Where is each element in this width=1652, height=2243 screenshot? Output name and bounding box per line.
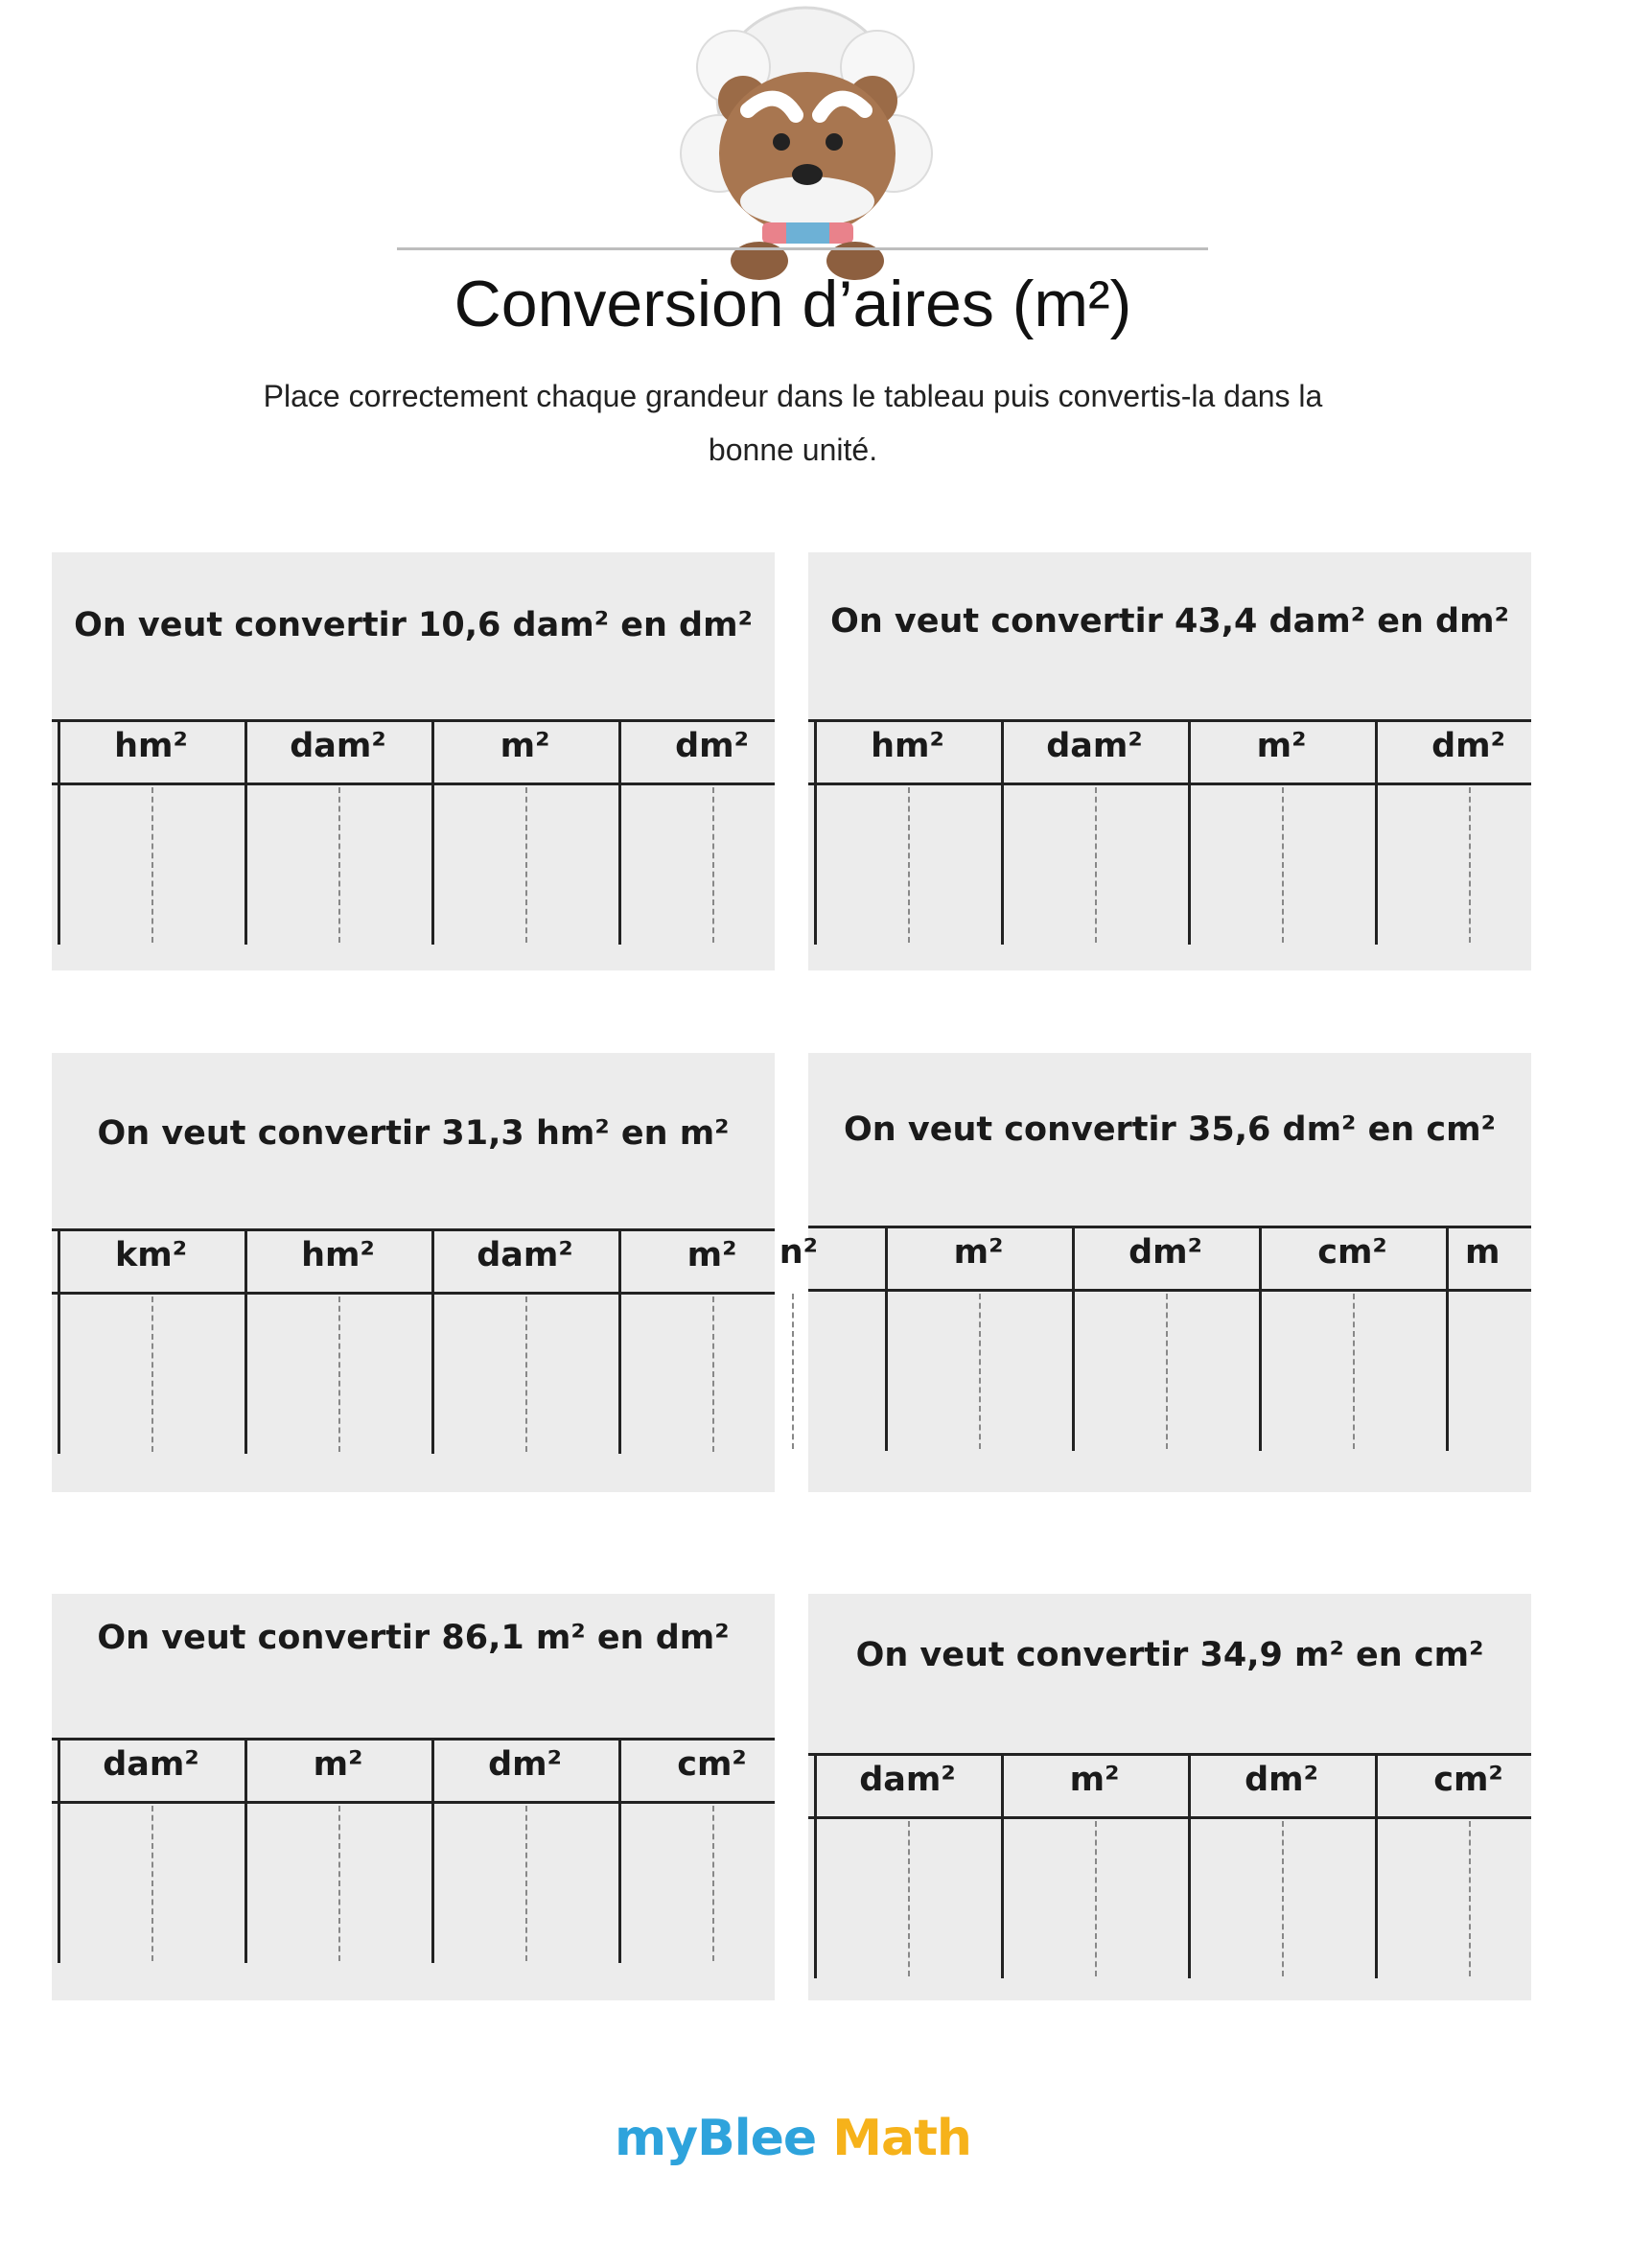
table-dashed-divider — [1095, 787, 1097, 943]
table-header-line — [808, 783, 1531, 785]
table-header-line — [52, 1801, 775, 1804]
table-dashed-divider — [1166, 1294, 1168, 1449]
exercise-question: On veut convertir 10,6 dam² en dm² — [74, 606, 753, 644]
table-header-unit: hm² — [114, 727, 188, 765]
table-header-unit: dam² — [859, 1761, 956, 1799]
table-header-unit: dm² — [1245, 1761, 1318, 1799]
conversion-table — [808, 1753, 1531, 1983]
table-top-line — [808, 719, 1531, 722]
exercise-question: On veut convertir 35,6 dm² en cm² — [844, 1110, 1496, 1149]
table-dashed-divider — [1469, 1821, 1471, 1976]
instructions — [192, 369, 1394, 477]
table-header-unit: dam² — [1046, 727, 1143, 765]
table-header-partial-left: n² — [779, 1233, 818, 1272]
instructions-line-1: Place correctement chaque grandeur dans le tableau puis convertis-la dans la — [263, 379, 1323, 413]
table-header-unit: hm² — [301, 1236, 375, 1274]
table-dashed-divider — [338, 1297, 340, 1452]
table-header-unit: cm² — [1433, 1761, 1503, 1799]
table-header-unit: cm² — [1317, 1233, 1387, 1272]
conversion-table — [52, 719, 775, 949]
table-dashed-divider — [151, 1297, 153, 1452]
table-dashed-divider — [338, 787, 340, 943]
table-header-unit: dm² — [1431, 727, 1505, 765]
table-header-unit: m² — [500, 727, 550, 765]
exercise-card-2 — [808, 552, 1531, 970]
table-header-unit: dm² — [1128, 1233, 1202, 1272]
conversion-table — [808, 719, 1531, 949]
table-header-unit: dam² — [103, 1745, 199, 1784]
table-header-partial-right: m — [1465, 1233, 1501, 1272]
table-dashed-divider — [712, 1297, 714, 1452]
table-dashed-divider — [151, 787, 153, 943]
table-header-unit: dam² — [290, 727, 386, 765]
bear-mascot-illustration — [642, 10, 968, 283]
exercise-card-5 — [52, 1594, 775, 2000]
conversion-table — [52, 1738, 775, 1968]
table-header-line — [808, 1289, 1531, 1292]
table-dashed-divider — [1353, 1294, 1355, 1449]
table-header-line — [52, 1292, 775, 1295]
table-dashed-divider — [1282, 787, 1284, 943]
logo-part-1: myBlee — [615, 2110, 817, 2167]
exercise-card-4 — [779, 1053, 1531, 1492]
table-dashed-divider — [525, 1806, 527, 1961]
exercise-card-1 — [52, 552, 775, 970]
exercise-question: On veut convertir 31,3 hm² en m² — [97, 1114, 730, 1153]
table-column-divider — [1446, 1226, 1449, 1451]
table-dashed-divider — [908, 1821, 910, 1976]
exercise-card-3 — [52, 1053, 775, 1492]
table-dashed-divider — [1095, 1821, 1097, 1976]
table-top-line — [808, 1226, 1531, 1228]
exercise-question: On veut convertir 34,9 m² en cm² — [855, 1636, 1484, 1674]
table-top-line — [52, 1228, 775, 1231]
table-top-line — [52, 1738, 775, 1741]
table-dashed-divider — [712, 1806, 714, 1961]
table-header-unit: cm² — [677, 1745, 747, 1784]
table-header-unit: dm² — [675, 727, 749, 765]
header-rule — [397, 247, 1208, 250]
table-dashed-divider — [1282, 1821, 1284, 1976]
table-dashed-divider — [151, 1806, 153, 1961]
exercise-question: On veut convertir 43,4 dam² en dm² — [830, 602, 1509, 641]
exercise-card-6 — [808, 1594, 1531, 2000]
exercise-question: On veut convertir 86,1 m² en dm² — [97, 1619, 730, 1657]
logo-part-2: Math — [832, 2110, 971, 2167]
table-header-unit: dm² — [488, 1745, 562, 1784]
table-dashed-divider — [908, 787, 910, 943]
table-dashed-divider — [1469, 787, 1471, 943]
conversion-table — [779, 1226, 1531, 1456]
table-top-line — [52, 719, 775, 722]
table-header-unit: m² — [1069, 1761, 1120, 1799]
table-dashed-divider — [525, 787, 527, 943]
table-header-unit: m² — [953, 1233, 1004, 1272]
table-header-unit: m² — [1256, 727, 1307, 765]
table-header-unit: dam² — [477, 1236, 573, 1274]
table-header-unit: hm² — [871, 727, 944, 765]
page-title: Conversion d’aires (m²) — [454, 268, 1132, 340]
instructions-line-2: bonne unité. — [708, 432, 878, 467]
table-dashed-divider — [525, 1297, 527, 1452]
myblee-math-logo — [0, 2110, 1586, 2167]
table-dashed-divider — [792, 1294, 794, 1449]
table-header-unit: m² — [313, 1745, 363, 1784]
table-header-unit: km² — [114, 1236, 188, 1274]
table-header-line — [808, 1816, 1531, 1819]
table-header-unit: m² — [686, 1236, 737, 1274]
table-dashed-divider — [338, 1806, 340, 1961]
table-dashed-divider — [712, 787, 714, 943]
table-dashed-divider — [979, 1294, 981, 1449]
table-header-line — [52, 783, 775, 785]
table-top-line — [808, 1753, 1531, 1756]
